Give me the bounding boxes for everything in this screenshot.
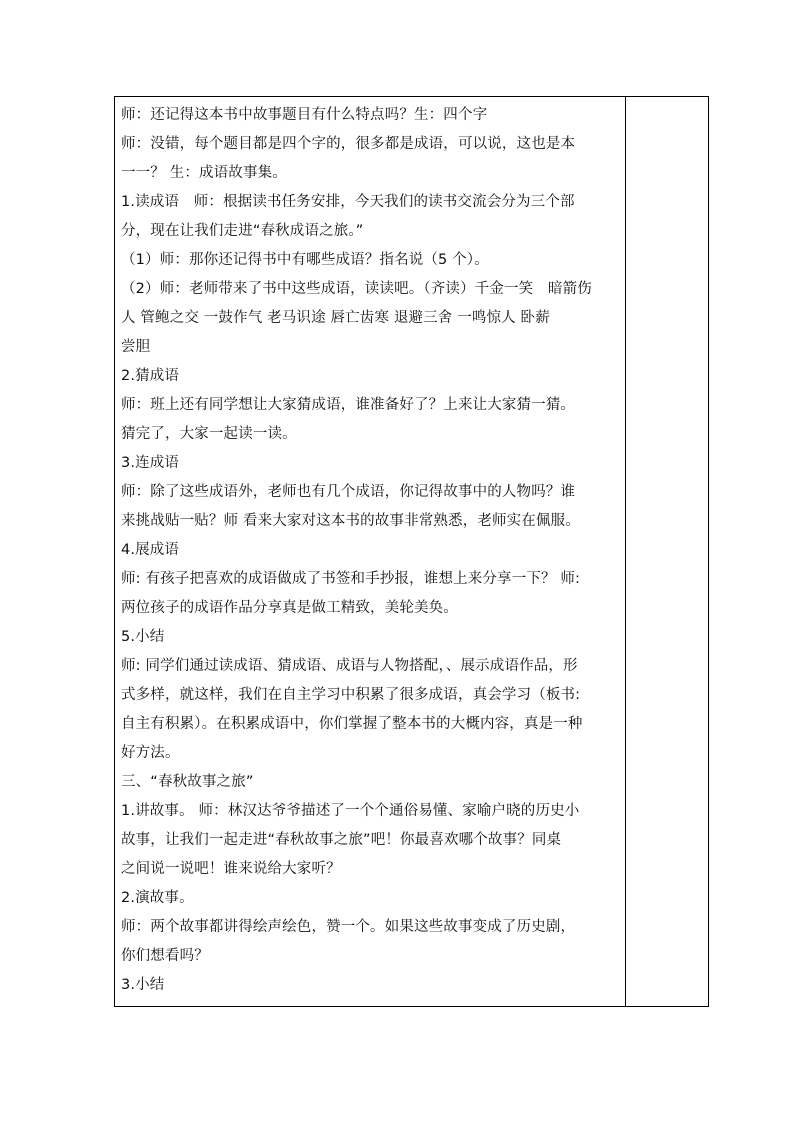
text-line: 师：班上还有同学想让大家猜成语，谁准备好了？上来让大家猜一猜。 [121, 397, 576, 413]
section-heading: 4.展成语 [121, 542, 180, 558]
text-line: 师：两个故事都讲得绘声绘色，赞一个。如果这些故事变成了历史剧， [121, 919, 576, 935]
text-line: 分，现在让我们走进“春秋成语之旅。” [121, 223, 364, 239]
section-heading: 2.猜成语 [121, 368, 180, 384]
notes-cell [626, 97, 708, 1006]
text-line: 之间说一说吧！谁来说给大家听？ [121, 861, 341, 877]
text-line: 师: 有孩子把喜欢的成语做成了书签和手抄报，谁想上来分享一下？ 师: [121, 571, 581, 587]
text-line: 尝胆 [121, 339, 151, 355]
text-line: 1.读成语 师：根据读书任务安排，今天我们的读书交流会分为三个部 [121, 194, 575, 210]
text-line: 两位孩子的成语作品分享真是做工精致，美轮美奂。 [121, 600, 458, 616]
text-line: 一一？ 生：成语故事集。 [121, 165, 287, 181]
text-line: 来挑战贴一贴？师 看来大家对这本书的故事非常熟悉，老师实在佩服。 [121, 513, 580, 529]
text-line: 好方法。 [121, 745, 180, 761]
text-line: 师：还记得这本书中故事题目有什么特点吗？生：四个字 [121, 107, 488, 123]
text-line: 人 管鲍之交 一鼓作气 老马识途 唇亡齿寒 退避三舍 一鸣惊人 卧薪 [121, 310, 550, 326]
text-line: 1.讲故事。 师：林汉达爷爷描述了一个个通俗易懂、家喻户晓的历史小 [121, 803, 580, 819]
section-heading: 5.小结 [121, 629, 165, 645]
text-line: 你们想看吗？ [121, 948, 209, 964]
text-line: 式多样，就这样，我们在自主学习中积累了很多成语，真会学习（板书: [121, 687, 581, 703]
text-line: 师：没错，每个题目都是四个字的，很多都是成语，可以说，这也是本 [121, 136, 576, 152]
text-line: 师: 同学们通过读成语、猜成语、成语与人物搭配，、展示成语作品，形 [121, 658, 578, 674]
text-line: 猜完了，大家一起读一读。 [121, 426, 297, 442]
section-heading: 2.演故事。 [121, 890, 194, 906]
text-line: 自主有积累）。在积累成语中，你们掌握了整本书的大概内容，真是一种 [121, 716, 583, 732]
section-heading: 三、“春秋故事之旅” [121, 774, 254, 790]
text-line: （1）师：那你还记得书中有哪些成语？指名说（5 个）。 [121, 252, 489, 268]
lesson-plan-table [114, 96, 709, 1007]
section-heading: 3.连成语 [121, 455, 180, 471]
text-line: 师：除了这些成语外，老师也有几个成语，你记得故事中的人物吗？谁 [121, 484, 576, 500]
lesson-content-cell [121, 101, 621, 1001]
text-line: 故事，让我们一起走进“春秋故事之旅”吧！你最喜欢哪个故事？同桌 [121, 832, 562, 848]
text-line: （2）师：老师带来了书中这些成语，读读吧。（齐读）千金一笑 暗箭伤 [121, 281, 592, 297]
section-heading: 3.小结 [121, 977, 165, 993]
